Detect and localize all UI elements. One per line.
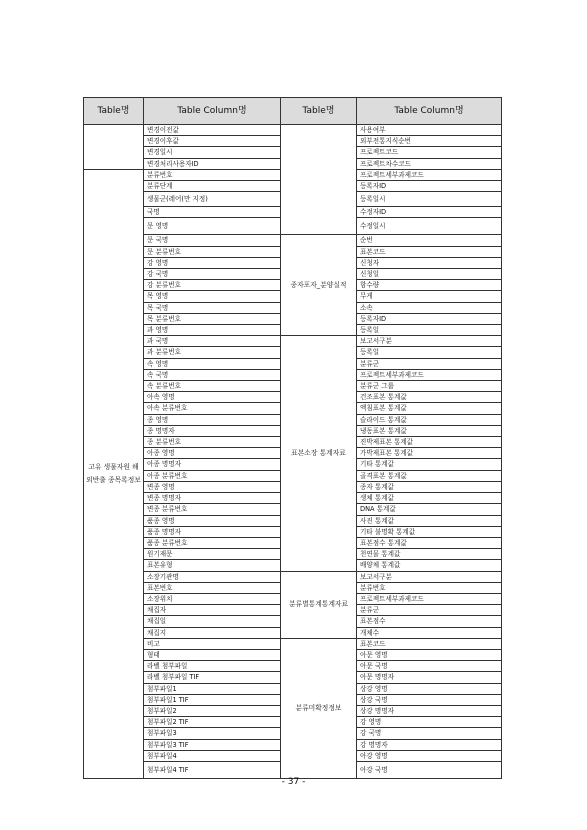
column-name-cell: 프로젝트세부과제코드 [357,169,502,180]
column-name-cell: 표본번호 [144,582,281,593]
column-name-cell: 첨부파일4 [144,750,281,761]
column-name-cell: 라벨 첨부파일 TIF [144,672,281,683]
column-name-cell: 상강 국명 [357,694,502,705]
column-name-cell: 국명 [144,207,281,218]
column-name-cell: 채집자 [144,605,281,616]
column-name-cell: 순번 [357,235,502,246]
column-name-cell: 아속 영명 [144,392,281,403]
column-name-cell: 첨부파일3 TIF [144,739,281,750]
header-table-name-1: Table명 [84,98,144,125]
column-name-cell: 첨부파일3 [144,728,281,739]
column-name-cell: 첨부파일1 TIF [144,694,281,705]
column-name-cell: 소속 [357,302,502,313]
column-name-cell: 종 명명자 [144,425,281,436]
column-name-cell: 진박제표본 통계값 [357,437,502,448]
column-name-cell: 수정일시 [357,218,502,235]
column-name-cell: 무게 [357,291,502,302]
column-name-cell: 가박제표본 통계값 [357,448,502,459]
column-name-cell: 속 영명 [144,358,281,369]
header-table-name-2: Table명 [281,98,357,125]
column-name-cell: 분류군 [357,605,502,616]
column-name-cell: 사진 통계값 [357,515,502,526]
column-name-cell: 분류군 그룹 [357,381,502,392]
column-name-cell: 과 분류번호 [144,347,281,358]
table-body [84,125,502,779]
column-name-cell: DNA 통계값 [357,504,502,515]
column-name-cell: 액침표본 통계값 [357,403,502,414]
column-name-cell: 아종 명명자 [144,459,281,470]
column-name-cell: 기타 통계값 [357,459,502,470]
column-name-cell: 분류번호 [144,169,281,180]
column-name-cell: 첨부파일1 [144,683,281,694]
column-name-cell: 강 영명 [144,257,281,268]
column-name-cell: 표본코드 [357,246,502,257]
table-row [84,336,502,347]
column-name-cell: 채집일 [144,616,281,627]
column-name-cell: 강 국명 [357,728,502,739]
column-name-cell: 종자 통계값 [357,481,502,492]
column-name-cell: 품종 명명자 [144,526,281,537]
table-name-cell: 분류별통계통계자료 [281,571,357,638]
table-name-cell [84,125,144,170]
column-name-cell: 아속 분류번호 [144,403,281,414]
column-name-cell: 골격표본 통계값 [357,470,502,481]
column-name-cell: 강 명명자 [357,739,502,750]
table-name-cell: 고유 생물자원 해외반출 종목록정보 [84,169,144,778]
column-name-cell: 분류번호 [357,582,502,593]
column-name-cell: 천연물 통계값 [357,549,502,560]
column-name-cell: 생체 통계값 [357,493,502,504]
column-name-cell: 종 영명 [144,414,281,425]
column-name-cell: 신청일 [357,269,502,280]
column-name-cell: 기타 불명확 통계값 [357,526,502,537]
column-name-cell: 형태 [144,649,281,660]
column-name-cell: 건조표본 통계값 [357,392,502,403]
header-column-name-2: Table Column명 [357,98,502,125]
column-name-cell: 등록일시 [357,192,502,207]
column-name-cell: 프로젝트코드 [357,147,502,158]
column-name-cell: 첨부파일4 TIF [144,761,281,778]
column-name-cell: 채집지 [144,627,281,638]
column-name-cell: 프로젝트세부과제코드 [357,369,502,380]
table-row [84,571,502,582]
column-name-cell: 라벨 첨부파일 [144,661,281,672]
column-name-cell: 강 영명 [357,717,502,728]
column-name-cell: 변종 영명 [144,481,281,492]
column-name-cell: 개체수 [357,627,502,638]
column-name-cell: 등록일 [357,347,502,358]
column-name-cell: 등록자ID [357,181,502,192]
table-name-cell: 종자포자_분양실적 [281,235,357,336]
column-name-cell: 목 영명 [144,291,281,302]
column-name-cell: 과 국명 [144,336,281,347]
column-name-cell: 분류군 [357,358,502,369]
column-name-cell: 분류단계 [144,181,281,192]
column-name-cell: 변종 명명자 [144,493,281,504]
column-name-cell: 표본코드 [357,638,502,649]
column-name-cell: 프로젝트차수코드 [357,158,502,169]
table-header-row [84,98,502,125]
column-name-cell: 외부전통지식순번 [357,136,502,147]
column-name-cell: 아문 영명 [357,649,502,660]
column-name-cell: 아문 명명자 [357,672,502,683]
column-name-cell: 신청자 [357,257,502,268]
column-name-cell: 아종 영명 [144,448,281,459]
table-row [84,125,502,136]
column-name-cell: 문 국명 [144,235,281,246]
column-name-cell: 과 영명 [144,325,281,336]
column-name-cell: 첨부파일2 TIF [144,717,281,728]
column-name-cell: 목 분류번호 [144,313,281,324]
column-name-cell: 목 국명 [144,302,281,313]
table-name-cell: 표본소장 통계자료 [281,336,357,571]
column-name-cell: 보고서구분 [357,336,502,347]
column-name-cell: 소장기관명 [144,571,281,582]
column-name-cell: 표본점수 [357,616,502,627]
column-name-cell: 품종 분류번호 [144,537,281,548]
column-name-cell: 배양체 통계값 [357,560,502,571]
column-name-cell: 냉동표본 통계값 [357,425,502,436]
table-row [84,638,502,649]
column-name-cell: 첨부파일2 [144,705,281,716]
column-name-cell: 아강 영명 [357,750,502,761]
column-name-cell: 수정자ID [357,207,502,218]
table-row [84,235,502,246]
column-name-cell: 등록자ID [357,313,502,324]
column-name-cell: 생물군(레어(만 지정) [144,192,281,207]
column-name-cell: 변종 분류번호 [144,504,281,515]
column-name-cell: 변경이후값 [144,136,281,147]
table-name-cell: 분류미확정정보 [281,638,357,778]
column-name-cell: 변경이전값 [144,125,281,136]
column-name-cell: 변경일시 [144,147,281,158]
column-name-cell: 원기재문 [144,549,281,560]
column-name-cell: 등록일 [357,325,502,336]
column-name-cell: 문 영명 [144,218,281,235]
column-name-cell: 강 국명 [144,269,281,280]
column-name-cell: 변경처리사용자ID [144,158,281,169]
column-name-cell: 소장위치 [144,593,281,604]
column-name-cell: 상강 영명 [357,683,502,694]
column-name-cell: 강 분류번호 [144,280,281,291]
column-name-cell: 아종 분류번호 [144,470,281,481]
column-name-cell: 아강 국명 [357,761,502,778]
column-name-cell: 사용여부 [357,125,502,136]
column-name-cell: 문 분류번호 [144,246,281,257]
column-name-cell: 품종 영명 [144,515,281,526]
column-name-cell: 아문 국명 [357,661,502,672]
column-name-cell: 보고서구분 [357,571,502,582]
column-name-cell: 슬라이드 통계값 [357,414,502,425]
column-name-cell: 속 국명 [144,369,281,380]
column-name-cell: 속 분류번호 [144,381,281,392]
page-number: - 37 - [281,777,306,787]
column-name-cell: 표본점수 통계값 [357,537,502,548]
column-name-cell: 상강 명명자 [357,705,502,716]
column-name-cell: 표본유형 [144,560,281,571]
column-name-cell: 비고 [144,638,281,649]
header-column-name-1: Table Column명 [144,98,281,125]
column-name-cell: 종 분류번호 [144,437,281,448]
column-name-cell: 프로젝트세부과제코드 [357,593,502,604]
table-name-cell [281,125,357,235]
column-name-cell: 함수량 [357,280,502,291]
data-dictionary-table [83,97,502,779]
